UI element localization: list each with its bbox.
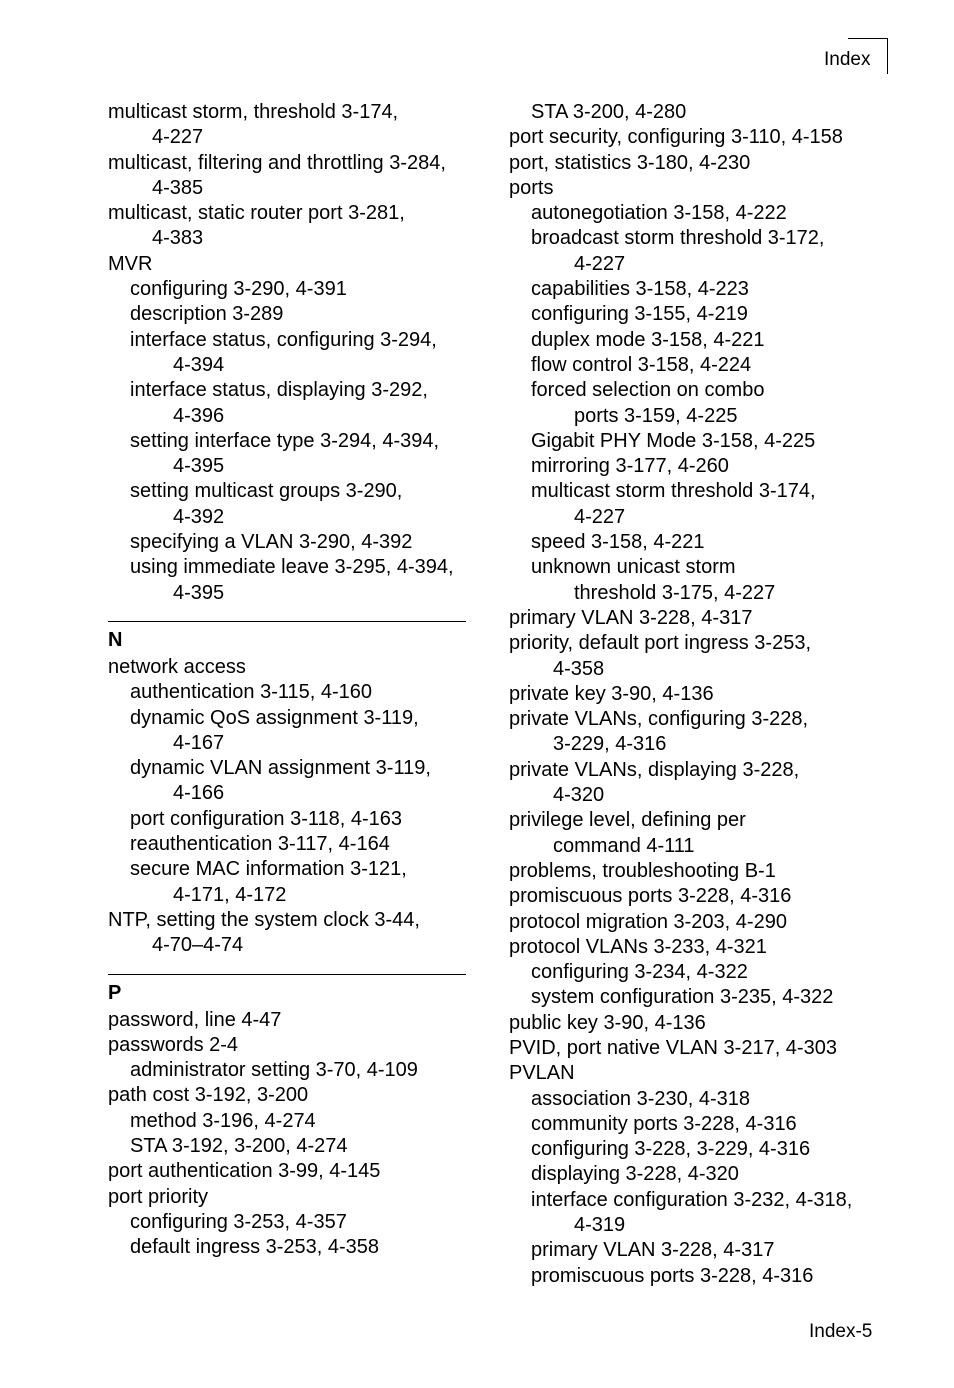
index-entry-text: configuring 3-155, 4-219 [531, 303, 748, 326]
index-subentry [509, 353, 879, 378]
index-entry-text: interface status, displaying 3-292, [130, 379, 428, 402]
index-entry [509, 606, 879, 631]
index-entry-text: dynamic VLAN assignment 3-119, [130, 757, 431, 780]
index-entry [108, 252, 466, 277]
index-entry-continuation: 4-320 [553, 784, 605, 807]
index-entry [108, 100, 466, 151]
section-letter: P [108, 981, 122, 1004]
index-entry-text: protocol migration 3-203, 4-290 [509, 910, 787, 933]
index-entry [509, 935, 879, 960]
index-entry-text: STA 3-192, 3-200, 4-274 [130, 1134, 348, 1157]
index-subentry [108, 328, 466, 379]
index-entry-text: network access [108, 655, 246, 678]
index-entry-text: port authentication 3-99, 4-145 [108, 1160, 381, 1183]
index-subentry [108, 555, 466, 606]
index-entry-continuation: ports 3-159, 4-225 [574, 404, 738, 427]
index-entry-continuation: command 4-111 [553, 834, 695, 857]
index-subentry [108, 1058, 466, 1083]
index-entry [108, 1159, 466, 1184]
index-entry-text: system configuration 3-235, 4-322 [531, 986, 834, 1009]
index-subentry [108, 1235, 466, 1260]
index-subentry [509, 1112, 879, 1137]
index-subentry [108, 706, 466, 757]
index-subentry [108, 1134, 466, 1159]
index-column-right [509, 100, 879, 1289]
index-entry-text: displaying 3-228, 4-320 [531, 1163, 739, 1186]
index-entry-text: problems, troubleshooting B-1 [509, 859, 776, 882]
index-entry [509, 707, 879, 758]
index-entry-text: privilege level, defining per [509, 809, 746, 832]
index-entry-text: capabilities 3-158, 4-223 [531, 278, 749, 301]
index-entry [509, 125, 879, 150]
index-entry-text: autonegotiation 3-158, 4-222 [531, 202, 787, 225]
index-entry-text: administrator setting 3-70, 4-109 [130, 1059, 418, 1082]
index-entry-text: PVLAN [509, 1062, 575, 1085]
index-entry [509, 808, 879, 859]
index-subentry [509, 100, 879, 125]
index-subentry [509, 302, 879, 327]
index-entry-text: reauthentication 3-117, 4-164 [130, 833, 390, 856]
header-corner-rule-vertical [887, 38, 888, 74]
index-subentry [509, 1087, 879, 1112]
index-entry-continuation: 4-395 [173, 455, 225, 478]
index-subentry [108, 1210, 466, 1235]
index-entry-continuation: 4-396 [173, 404, 225, 427]
index-subentry [509, 226, 879, 277]
index-entry-continuation: 4-358 [553, 657, 605, 680]
index-entry-continuation: 4-167 [173, 731, 225, 754]
index-entry [108, 151, 466, 202]
index-entry-text: dynamic QoS assignment 3-119, [130, 706, 419, 729]
index-subentry [509, 378, 879, 429]
index-entry-text: NTP, setting the system clock 3-44, [108, 908, 420, 931]
index-entry [509, 176, 879, 201]
index-entry-text: community ports 3-228, 4-316 [531, 1112, 797, 1135]
index-subentry [509, 454, 879, 479]
index-entry-text: primary VLAN 3-228, 4-317 [531, 1239, 775, 1262]
index-subentry [509, 479, 879, 530]
index-subentry [108, 378, 466, 429]
header-corner-rule-horizontal [848, 38, 888, 39]
page-number: Index-5 [809, 1321, 873, 1342]
index-entry [509, 859, 879, 884]
index-entry [108, 1008, 466, 1033]
index-entry-text: passwords 2-4 [108, 1033, 239, 1056]
index-entry [509, 910, 879, 935]
index-subentry [108, 832, 466, 857]
index-subentry [509, 985, 879, 1010]
index-entry-text: unknown unicast storm [531, 556, 736, 579]
index-entry-text: interface status, configuring 3-294, [130, 328, 437, 351]
index-subentry [509, 429, 879, 454]
index-entry [509, 1036, 879, 1061]
index-entry-text: public key 3-90, 4-136 [509, 1011, 706, 1034]
index-entry-text: forced selection on combo [531, 379, 765, 402]
index-entry [108, 1033, 466, 1058]
index-entry-continuation: 4-385 [152, 176, 204, 199]
index-subentry [509, 530, 879, 555]
index-entry-continuation: 4-392 [173, 505, 225, 528]
index-entry [108, 1185, 466, 1210]
index-entry [108, 201, 466, 252]
index-subentry [509, 1264, 879, 1289]
index-entry-text: configuring 3-234, 4-322 [531, 961, 748, 984]
index-subentry [509, 960, 879, 985]
index-entry-continuation: 3-229, 4-316 [553, 733, 667, 756]
index-entry-continuation: 4-227 [574, 252, 626, 275]
index-subentry [509, 1137, 879, 1162]
index-subentry [108, 277, 466, 302]
index-entry-text: private VLANs, configuring 3-228, [509, 708, 809, 731]
index-entry-text: association 3-230, 4-318 [531, 1087, 751, 1110]
index-entry-continuation: 4-70–4-74 [152, 934, 244, 957]
index-entry-text: description 3-289 [130, 303, 284, 326]
index-subentry [108, 1109, 466, 1134]
index-subentry [509, 328, 879, 353]
index-entry-continuation: 4-383 [152, 227, 204, 250]
index-column-left [108, 100, 466, 1260]
index-entry-text: broadcast storm threshold 3-172, [531, 227, 825, 250]
index-entry-text: configuring 3-290, 4-391 [130, 278, 347, 301]
index-entry-text: MVR [108, 252, 153, 275]
index-entry-text: private key 3-90, 4-136 [509, 682, 714, 705]
section-divider [108, 974, 466, 975]
index-entry [108, 1083, 466, 1108]
index-entry-continuation: 4-227 [574, 505, 626, 528]
index-entry-text: path cost 3-192, 3-200 [108, 1084, 309, 1107]
index-entry-text: interface configuration 3-232, 4-318, [531, 1188, 853, 1211]
index-entry-continuation: 4-166 [173, 782, 225, 805]
index-entry-text: port configuration 3-118, 4-163 [130, 807, 403, 830]
index-entry [509, 151, 879, 176]
index-subentry [509, 1162, 879, 1187]
index-subentry [509, 555, 879, 606]
index-entry-text: multicast storm, threshold 3-174, [108, 101, 399, 123]
index-subentry [108, 680, 466, 705]
index-entry [509, 884, 879, 909]
index-entry-text: speed 3-158, 4-221 [531, 531, 705, 554]
index-entry-text: protocol VLANs 3-233, 4-321 [509, 935, 767, 958]
index-entry-text: PVID, port native VLAN 3-217, 4-303 [509, 1036, 837, 1059]
index-subentry [108, 756, 466, 807]
index-subentry [108, 429, 466, 480]
index-entry-continuation: 4-319 [574, 1214, 626, 1237]
index-entry-text: default ingress 3-253, 4-358 [130, 1236, 380, 1259]
index-subentry [509, 277, 879, 302]
index-entry-text: port, statistics 3-180, 4-230 [509, 151, 751, 174]
index-entry-text: password, line 4-47 [108, 1008, 282, 1031]
index-entry-text: Gigabit PHY Mode 3-158, 4-225 [531, 429, 816, 452]
index-entry-text: primary VLAN 3-228, 4-317 [509, 606, 753, 629]
index-entry [509, 682, 879, 707]
index-entry-text: using immediate leave 3-295, 4-394, [130, 556, 454, 579]
index-subentry [108, 302, 466, 327]
index-subentry [108, 857, 466, 908]
index-entry-text: flow control 3-158, 4-224 [531, 353, 752, 376]
index-entry [108, 908, 466, 959]
running-header: Index [824, 49, 871, 70]
index-entry-text: promiscuous ports 3-228, 4-316 [531, 1264, 814, 1287]
index-entry-text: mirroring 3-177, 4-260 [531, 455, 729, 478]
index-entry-text: setting multicast groups 3-290, [130, 480, 403, 503]
index-entry-text: configuring 3-253, 4-357 [130, 1210, 347, 1233]
index-entry-text: STA 3-200, 4-280 [531, 101, 687, 123]
index-entry-continuation: 4-394 [173, 353, 225, 376]
index-entry-text: private VLANs, displaying 3-228, [509, 758, 800, 781]
index-entry-continuation: 4-395 [173, 581, 225, 604]
index-entry [509, 631, 879, 682]
index-entry-text: multicast, static router port 3-281, [108, 202, 405, 225]
section-divider [108, 621, 466, 622]
index-subentry [108, 479, 466, 530]
index-entry-text: authentication 3-115, 4-160 [130, 681, 373, 704]
index-entry-text: duplex mode 3-158, 4-221 [531, 328, 765, 351]
index-entry [108, 655, 466, 680]
index-entry-continuation: threshold 3-175, 4-227 [574, 581, 776, 604]
index-entry-text: method 3-196, 4-274 [130, 1109, 316, 1132]
section-letter: N [108, 628, 123, 651]
index-entry-text: multicast storm threshold 3-174, [531, 480, 816, 503]
index-entry-text: ports [509, 176, 554, 199]
index-entry-text: specifying a VLAN 3-290, 4-392 [130, 531, 413, 554]
index-entry-text: promiscuous ports 3-228, 4-316 [509, 885, 792, 908]
index-entry [509, 1061, 879, 1086]
index-entry-text: port security, configuring 3-110, 4-158 [509, 126, 843, 149]
index-subentry [108, 807, 466, 832]
index-subentry [509, 201, 879, 226]
index-entry-text: port priority [108, 1185, 209, 1208]
index-subentry [509, 1188, 879, 1239]
index-entry-continuation: 4-227 [152, 126, 204, 149]
index-entry-text: setting interface type 3-294, 4-394, [130, 429, 440, 452]
index-entry-text: configuring 3-228, 3-229, 4-316 [531, 1138, 811, 1161]
index-entry [509, 758, 879, 809]
index-subentry [108, 530, 466, 555]
index-entry-text: priority, default port ingress 3-253, [509, 632, 812, 655]
index-entry-continuation: 4-171, 4-172 [173, 883, 287, 906]
index-subentry [509, 1238, 879, 1263]
index-entry-text: secure MAC information 3-121, [130, 858, 407, 881]
index-entry-text: multicast, filtering and throttling 3-284, [108, 151, 446, 174]
index-entry [509, 1011, 879, 1036]
